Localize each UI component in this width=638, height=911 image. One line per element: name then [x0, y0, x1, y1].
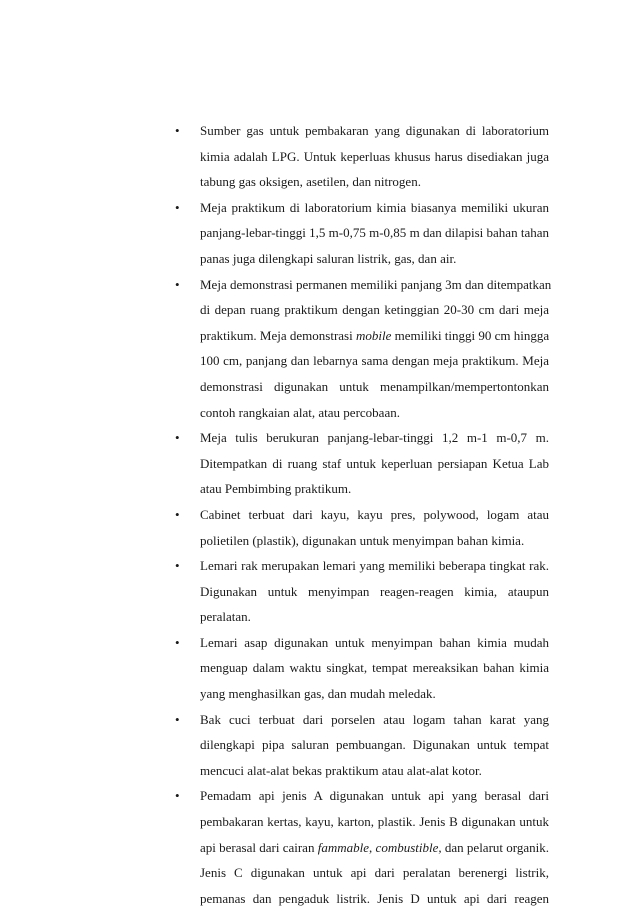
- italic-term: combustible,: [375, 839, 442, 855]
- text-segment: api berasal dari cairan: [200, 839, 318, 855]
- text-line: [200, 758, 549, 784]
- text-segment: tabung gas oksigen, asetilen, dan nitrogen.: [200, 174, 421, 190]
- text-segment: Bak cuci terbuat dari porselen atau logam tahan karat yang: [200, 711, 549, 727]
- text-line: [200, 297, 549, 323]
- text-line: [200, 118, 549, 144]
- text-segment: pembakaran kertas, kayu, karton, plastik. Jenis B digunakan untuk: [200, 814, 549, 830]
- text-segment: polietilen (plastik), digunakan untuk menyimpan bahan kimia.: [200, 532, 525, 548]
- text-line: [200, 604, 549, 630]
- bullet-icon: •: [175, 711, 180, 727]
- text-line: [200, 860, 549, 886]
- text-segment: panas juga dilengkapi saluran listrik, gas, dan air.: [200, 250, 457, 266]
- list-item: [175, 272, 552, 426]
- text-segment: yang menghasilkan gas, dan mudah meledak.: [200, 686, 436, 702]
- text-segment: menguap dalam waktu singkat, tempat mereaksikan bahan kimia: [200, 660, 549, 676]
- text-segment: Lemari rak merupakan lemari yang memiliki beberapa tingkat rak.: [200, 558, 549, 574]
- text-line: [200, 323, 549, 349]
- text-line: [200, 348, 549, 374]
- text-segment: Lemari asap digunakan untuk menyimpan bahan kimia mudah: [200, 634, 549, 650]
- list-item: [175, 707, 549, 784]
- bullet-icon: •: [175, 123, 180, 138]
- text-segment: dilengkapi pipa saluran pembuangan. Digunakan untuk tempat: [200, 737, 549, 753]
- text-segment: praktikum. Meja demonstrasi: [200, 327, 356, 343]
- text-line: [200, 425, 549, 451]
- text-segment: contoh rangkaian alat, atau percobaan.: [200, 404, 400, 420]
- text-line: [200, 169, 549, 195]
- text-line: [200, 809, 549, 835]
- list-item: [175, 630, 549, 707]
- list-item: [175, 425, 549, 502]
- text-line: [200, 400, 549, 426]
- italic-term: fammable: [317, 839, 370, 855]
- text-line: [200, 502, 549, 528]
- list-item: [175, 553, 549, 630]
- bullet-icon: •: [175, 506, 180, 522]
- text-segment: panjang-lebar-tinggi 1,5 m-0,75 m-0,85 m dan dilapisi bahan tahan: [200, 225, 549, 241]
- italic-term: mobile: [355, 327, 392, 343]
- text-line: [200, 579, 549, 605]
- text-line: [200, 835, 549, 861]
- text-segment: atau Pembimbing praktikum.: [200, 481, 352, 497]
- text-segment: kimia adalah LPG. Untuk keperluas khusus harus disediakan juga: [200, 148, 549, 164]
- text-line: [200, 553, 549, 579]
- text-line: [200, 707, 549, 733]
- text-segment: dan pelarut organik.: [441, 839, 550, 855]
- text-segment: Meja praktikum di laboratorium kimia biasanya memiliki ukuran: [200, 199, 549, 215]
- text-line: [200, 783, 549, 809]
- text-line: [200, 220, 549, 246]
- text-line: [200, 451, 549, 477]
- bullet-icon: •: [175, 430, 180, 446]
- text-segment: peralatan.: [200, 609, 251, 625]
- text-line: [200, 272, 552, 298]
- text-segment: di depan ruang praktikum dengan ketinggian 20-30 cm dari meja: [200, 302, 549, 318]
- text-segment: Pemadam api jenis A digunakan untuk api yang berasal dari: [200, 788, 549, 804]
- text-segment: 100 cm, panjang dan lebarnya sama dengan meja praktikum. Meja: [200, 353, 549, 369]
- text-segment: ,: [369, 839, 376, 855]
- bullet-icon: •: [175, 634, 180, 650]
- text-segment: Cabinet terbuat dari kayu, kayu pres, polywood, logam atau: [200, 506, 549, 522]
- bullet-icon: •: [175, 199, 180, 215]
- list-item: [175, 783, 549, 911]
- text-segment: Digunakan untuk menyimpan reagen-reagen kimia, ataupun: [200, 583, 549, 599]
- text-segment: Ditempatkan di ruang staf untuk keperluan persiapan Ketua Lab: [200, 455, 549, 471]
- text-segment: mencuci alat-alat bekas praktikum atau alat-alat kotor.: [200, 762, 482, 778]
- equipment-bullet-list: [175, 118, 552, 911]
- list-item: [175, 195, 549, 272]
- text-segment: memiliki tinggi 90 cm hingga: [391, 327, 550, 343]
- text-segment: Meja demonstrasi permanen memiliki panjang 3m dan ditempatkan: [200, 276, 552, 292]
- text-segment: pemanas dan pengaduk listrik. Jenis D untuk api dari reagen: [200, 890, 549, 906]
- text-segment: Jenis C digunakan untuk api dari peralatan berenergi listrik,: [200, 865, 549, 881]
- text-line: [200, 630, 549, 656]
- text-line: [200, 732, 549, 758]
- text-line: [200, 528, 549, 554]
- bullet-icon: •: [175, 788, 180, 804]
- list-item: [175, 118, 549, 195]
- text-line: [200, 246, 549, 272]
- text-line: [200, 476, 549, 502]
- bullet-icon: •: [175, 558, 180, 574]
- text-line: [200, 681, 549, 707]
- text-segment: demonstrasi digunakan untuk menampilkan/mempertontonkan: [200, 378, 549, 394]
- text-line: [200, 144, 549, 170]
- text-line: [200, 886, 549, 911]
- text-line: [200, 195, 549, 221]
- text-segment: Sumber gas untuk pembakaran yang digunakan di laboratorium: [200, 123, 549, 138]
- text-line: [200, 374, 549, 400]
- text-line: [200, 655, 549, 681]
- text-segment: Meja tulis berukuran panjang-lebar-tinggi 1,2 m-1 m-0,7 m.: [200, 430, 549, 446]
- bullet-icon: •: [175, 276, 180, 292]
- list-item: [175, 502, 549, 553]
